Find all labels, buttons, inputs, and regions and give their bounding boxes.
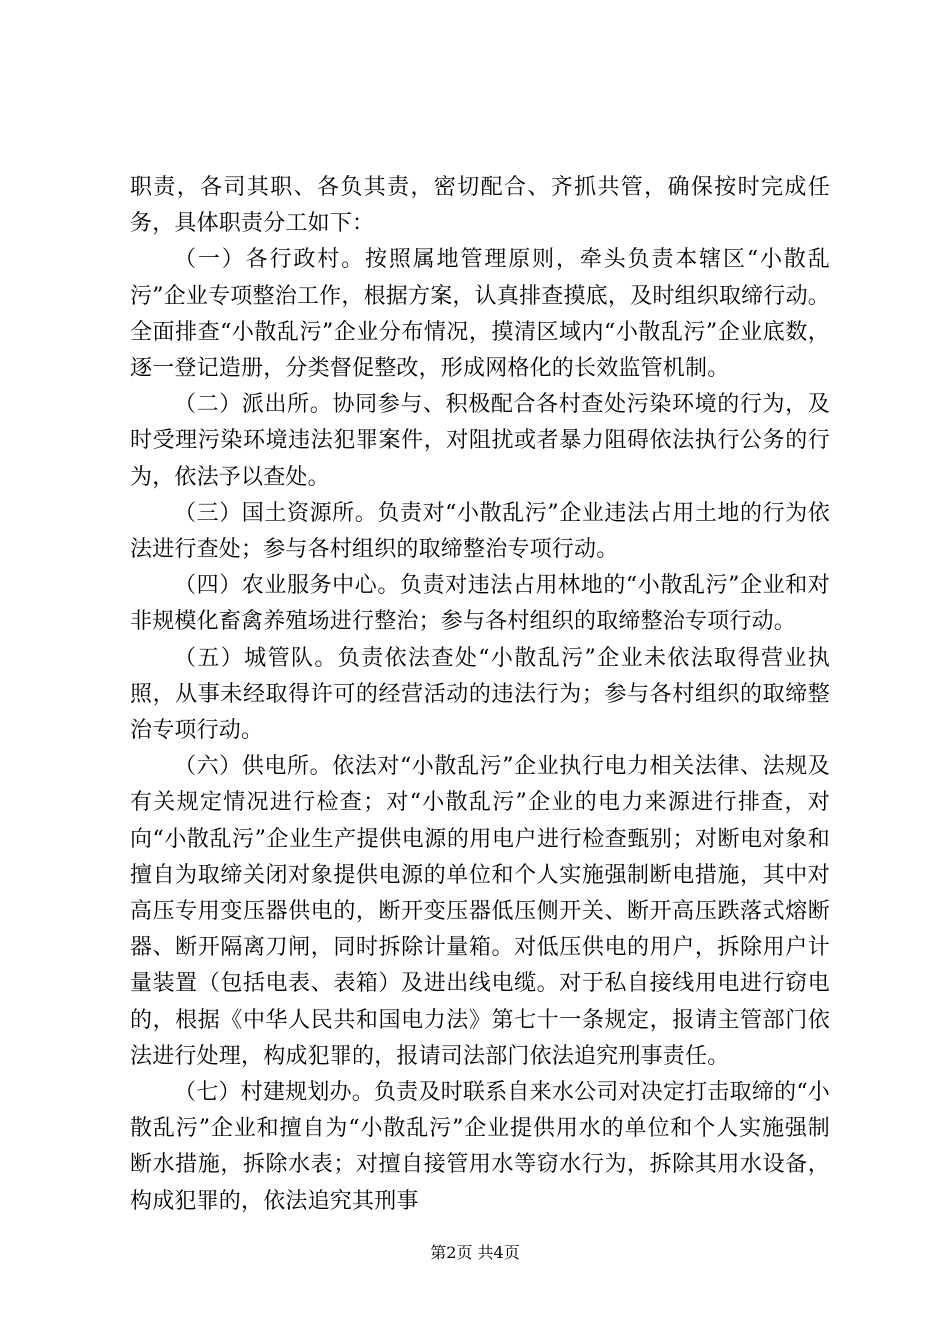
paragraph-village: （一）各行政村。按照属地管理原则，牵头负责本辖区“小散乱污”企业专项整治工作，根据方案，认真排查摸底，及时组织取缔行动。全面排查“小散乱污”企业分布情况，摸清区域内“小散乱污”企业底数，逐一登记造册，分类督促整改，形成网格化的长效监管机制。 (130, 247, 830, 382)
paragraph-agriculture: （四）农业服务中心。负责对违法占用林地的“小散乱污”企业和对非规模化畜禽养殖场进行整治；参与各村组织的取缔整治专项行动。 (130, 573, 830, 635)
paragraph-power-supply: （六）供电所。依法对“小散乱污”企业执行电力相关法律、法规及有关规定情况进行检查；对“小散乱污”企业的电力来源进行排查，对向“小散乱污”企业生产提供电源的用电户进行检查甄别；对断电对象和擅自为取缔关闭对象提供电源的单位和个人实施强制断电措施，其中对高压专用变压器供电的，断开变压器低压侧开关、断开高压跌落式熔断器、断开隔离刀闸，同时拆除计量箱。对低压供电的用户，拆除用户计量装置（包括电表、表箱）及进出线电缆。对于私自接线用电进行窃电的，根据《中华人民共和国电力法》第七十一条规定，报请主管部门依法进行处理，构成犯罪的，报请司法部门依法追究刑事责任。 (130, 754, 830, 1069)
paragraph-urban-management: （五）城管队。负责依法查处“小散乱污”企业未依法取得营业执照，从事未经取得许可的经营活动的违法行为；参与各村组织的取缔整治专项行动。 (130, 645, 830, 744)
paragraph-police: （二）派出所。协同参与、积极配合各村查处污染环境的行为，及时受理污染环境违法犯罪案件，对阻扰或者暴力阻碍依法执行公务的行为，依法予以查处。 (130, 392, 830, 490)
paragraph-intro: 职责，各司其职、各负其责，密切配合、齐抓共管，确保按时完成任务，具体职责分工如下： (130, 175, 830, 237)
paragraph-land-resources: （三）国土资源所。负责对“小散乱污”企业违法占用土地的行为依法进行查处；参与各村组织的取缔整治专项行动。 (130, 500, 830, 563)
document-body (130, 170, 830, 1220)
paragraph-village-planning: （七）村建规划办。负责及时联系自来水公司对决定打击取缔的“小散乱污”企业和擅自为“小散乱污”企业提供用水的单位和个人实施强制断水措施，拆除水表；对擅自接管用水等窃水行为，拆除其用水设备，构成犯罪的，依法追究其刑事 (130, 1080, 830, 1214)
page-indicator: 第2页 共4页 (430, 1243, 520, 1262)
